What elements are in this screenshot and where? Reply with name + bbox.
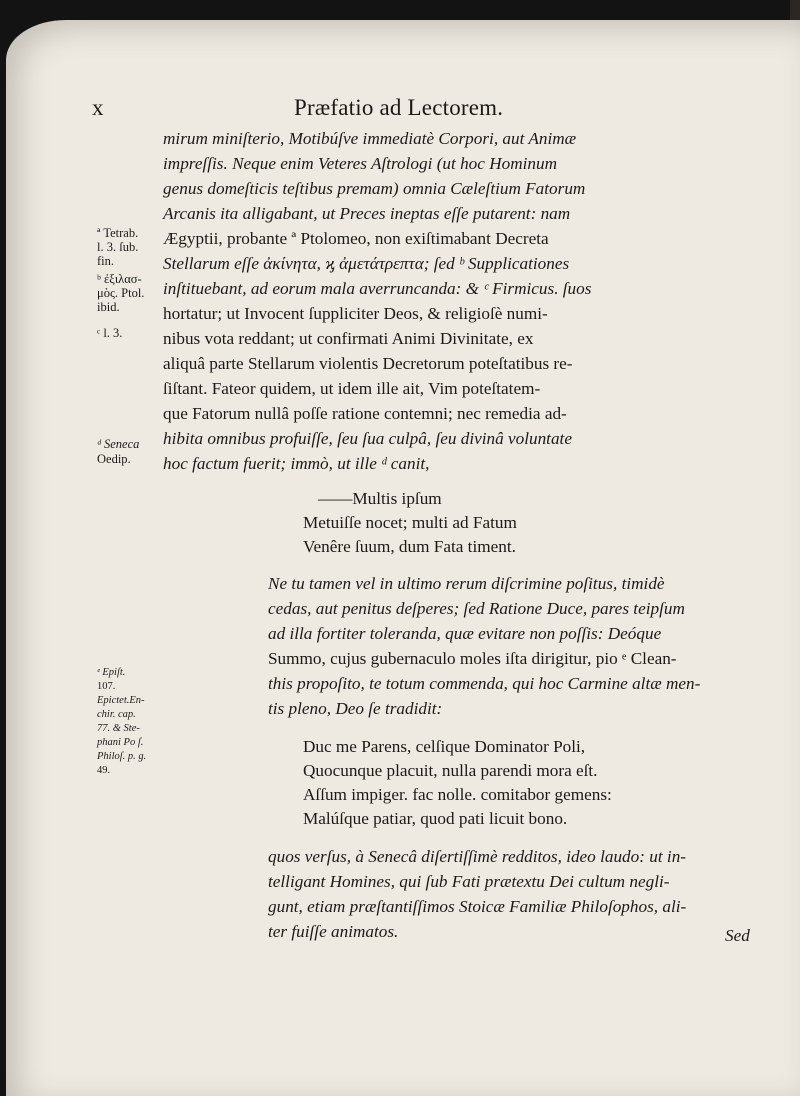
body-line: genus domeſticis teſtibus premam) omnia Cæleſtium Fatorum [163,179,586,198]
body-line: ſiſtant. Fateor quidem, ut idem ille ait, Vim poteſtatem- [163,379,541,398]
body-line: Ægyptii, probante ª Ptolomeo, non exiſtimabant Decreta [163,229,549,248]
body-line: inſtituebant, ad eorum mala averruncanda: & ᶜ Firmicus. ſuos [163,279,592,298]
verse-line: Malúſque patiar, quod pati licuit bono. [303,809,568,828]
body-line: nibus vota reddant; ut confirmati Animi Divinitate, ex [163,329,534,348]
body-line: Stellarum eſſe ἀκίνητα, ϗ ἀμετάτρεπτα; ſed ᵇ Supplicationes [163,254,570,273]
verse-line: Duc me Parens, celſique Dominator Poli, [303,737,586,756]
body-line: ad illa fortiter toleranda, quæ evitare non poſſis: Deóque [268,624,662,643]
margin-note-b: ᵇ ἐξιλασ- [97,272,142,286]
margin-note-e: Philoſ. p. g. [97,751,147,762]
verse-line: Quocunque placuit, nulla parendi mora eſt. [303,761,598,780]
margin-note-a: l. 3. ſub. [97,240,139,254]
body-line: mirum miniſterio, Motibúſve immediatè Corpori, aut Animæ [163,129,577,148]
body-line: cedas, aut penitus deſperes; ſed Ratione Duce, pares teipſum [268,599,685,618]
verse-line: Venêre ſuum, dum Fata timent. [303,537,516,556]
running-head: Præfatio ad Lectorem. [294,95,504,120]
verse-line: Metuiſſe nocet; multi ad Fatum [303,513,517,532]
verse-line: ——Multis ipſum [318,489,442,508]
margin-note-e: Epictet.En- [97,695,145,706]
body-line: Summo, cujus gubernaculo moles iſta dirigitur, pio ᵉ Clean- [268,649,677,668]
body-line: que Fatorum nullâ poſſe ratione contemni; nec remedia ad- [163,404,567,423]
margin-note-e: ᵉ Epiſt. [97,667,126,678]
margin-note-e: 49. [97,765,111,776]
body-line: telligant Homines, qui ſub Fati prætextu Dei cultum negli- [268,872,670,891]
margin-note-b: μὸς. Ptol. [97,286,145,300]
page-number: x [92,95,104,120]
body-line: hibita omnibus profuiſſe, ſeu ſua culpâ, ſeu divinâ voluntate [163,429,572,448]
margin-note-e: 77. & Ste- [97,723,140,734]
body-line: this propoſito, te totum commenda, qui hoc Carmine altæ men- [268,674,701,693]
verse-line: Aſſum impiger. fac nolle. comitabor gemens: [303,785,612,804]
margin-note-a: fin. [97,254,115,268]
body-line: hoc factum fuerit; immò, ut ille ᵈ canit, [163,454,430,473]
margin-note-c: ᶜ l. 3. [97,326,123,340]
margin-note-e: 107. [97,681,116,692]
catchword: Sed [725,926,750,945]
margin-note-e: chir. cap. [97,709,136,720]
body-line: tis pleno, Deo ſe tradidit: [268,699,443,718]
body-line: quos verſus, à Senecâ diſertiſſimè redditos, ideo laudo: ut in- [268,847,687,866]
body-line: gunt, etiam præſtantiſſimos Stoicæ Familiæ Philoſophos, ali- [268,897,687,916]
margin-note-d: ᵈ Seneca [97,437,140,451]
margin-note-e: phani Po ſ. [97,737,144,748]
body-line: impreſſis. Neque enim Veteres Aſtrologi (ut hoc Hominum [163,154,557,173]
body-line: hortatur; ut Invocent ſuppliciter Deos, & religioſè numi- [163,304,548,323]
margin-note-b: ibid. [97,300,120,314]
body-line: Arcanis ita alligabant, ut Preces ineptas eſſe putarent: nam [163,204,571,223]
body-line: aliquâ parte Stellarum violentis Decretorum poteſtatibus re- [163,354,573,373]
body-line: ter fuiſſe animatos. [268,922,399,941]
body-line: Ne tu tamen vel in ultimo rerum diſcrimine poſitus, timidè [268,574,665,593]
margin-note-d: Oedip. [97,452,131,466]
margin-note-a: ª Tetrab. [97,226,139,240]
